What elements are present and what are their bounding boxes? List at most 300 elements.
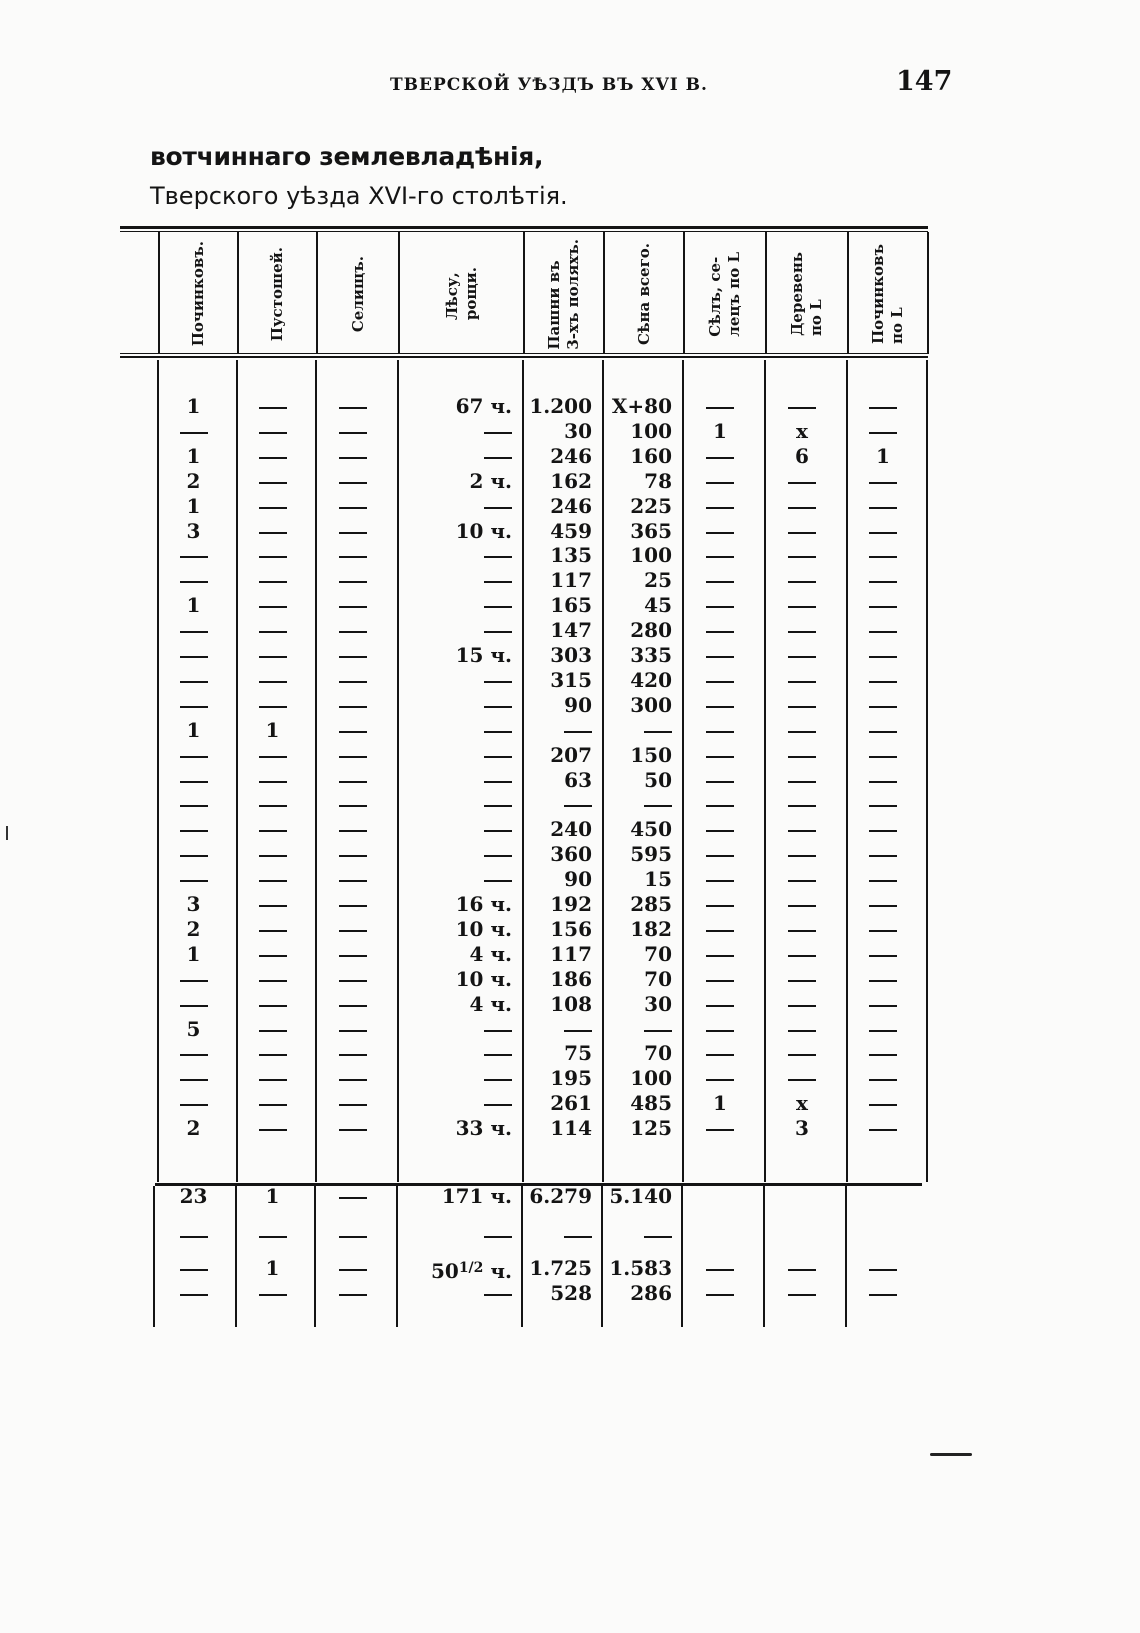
table-cell: [240, 1066, 305, 1091]
table-cell: [401, 718, 512, 743]
table-cell: 117: [550, 942, 592, 966]
table-cell: [401, 543, 512, 568]
column-rule: [764, 360, 766, 1182]
table-cell: 450: [630, 817, 672, 841]
dash-mark: [706, 482, 734, 484]
table-cell: [850, 1223, 916, 1248]
dash-mark: [869, 805, 897, 807]
header-bottom-rule: [120, 356, 928, 358]
table-cell: [768, 1066, 836, 1091]
table-cell: [686, 917, 754, 942]
table-cell: [526, 1017, 592, 1042]
table-cell: [686, 543, 754, 568]
column-rule: [314, 1186, 316, 1327]
dash-mark: [644, 1030, 672, 1032]
dash-mark: [180, 980, 208, 982]
dash-mark: [180, 1104, 208, 1106]
table-cell: [319, 1066, 387, 1091]
dash-mark: [564, 1236, 592, 1238]
page-subtitle: Тверского уѣзда XVI-го столѣтія.: [150, 182, 568, 210]
table-cell: [850, 693, 916, 718]
dash-mark: [259, 532, 287, 534]
table-cell: [401, 1223, 512, 1248]
column-rule: [153, 1186, 155, 1327]
dash-mark: [788, 1054, 816, 1056]
table-cell: 1: [265, 1256, 280, 1280]
table-cell: [686, 643, 754, 668]
table-cell: [686, 1184, 754, 1209]
dash-mark: [484, 1294, 512, 1296]
table-cell: 3: [186, 519, 201, 543]
dash-mark: [259, 606, 287, 608]
dash-mark: [869, 1294, 897, 1296]
table-cell: [319, 743, 387, 768]
table-cell: 2 ч.: [469, 469, 512, 493]
dash-mark: [788, 656, 816, 658]
table-cell: [526, 718, 592, 743]
dash-mark: [259, 556, 287, 558]
table-cell: X+80: [611, 394, 672, 418]
table-cell: [240, 668, 305, 693]
dash-mark: [484, 1104, 512, 1106]
table-cell: [686, 1256, 754, 1281]
dash-mark: [339, 606, 367, 608]
table-cell: 2: [186, 917, 201, 941]
dash-mark: [339, 855, 367, 857]
dash-mark: [788, 1294, 816, 1296]
table-cell: [686, 568, 754, 593]
table-cell: 2: [186, 1116, 201, 1140]
table-cell: [319, 693, 387, 718]
table-cell: 1.725: [529, 1256, 592, 1280]
table-cell: 108: [550, 992, 592, 1016]
table-cell: 63: [564, 768, 592, 792]
dash-mark: [180, 781, 208, 783]
table-cell: 150: [630, 743, 672, 767]
dash-mark: [180, 880, 208, 882]
table-cell: [319, 593, 387, 618]
dash-mark: [706, 407, 734, 409]
table-cell: [319, 668, 387, 693]
table-cell: [850, 1256, 916, 1281]
table-cell: 4 ч.: [469, 992, 512, 1016]
dash-mark: [259, 880, 287, 882]
table-cell: [240, 817, 305, 842]
dash-mark: [180, 1079, 208, 1081]
column-rule: [681, 1186, 683, 1327]
table-cell: [850, 1017, 916, 1042]
dash-mark: [259, 1030, 287, 1032]
table-cell: [686, 892, 754, 917]
dash-mark: [339, 1129, 367, 1131]
table-cell: [161, 817, 226, 842]
table-cell: 192: [550, 892, 592, 916]
table-cell: [686, 1066, 754, 1091]
table-cell: [850, 618, 916, 643]
table-cell: [161, 1256, 226, 1281]
table-cell: 165: [550, 593, 592, 617]
dash-mark: [180, 830, 208, 832]
table-cell: 5.140: [609, 1184, 672, 1208]
column-rule: [397, 360, 399, 1182]
table-cell: 45: [644, 593, 672, 617]
table-cell: [401, 792, 512, 817]
table-cell: [850, 892, 916, 917]
table-cell: 1: [186, 718, 201, 742]
table-cell: 5: [186, 1017, 201, 1041]
dash-mark: [259, 407, 287, 409]
table-cell: 207: [550, 743, 592, 767]
column-rule: [601, 1186, 603, 1327]
table-cell: 4 ч.: [469, 942, 512, 966]
dash-mark: [869, 1104, 897, 1106]
table-top-rule: [120, 226, 928, 229]
table-cell: 365: [630, 519, 672, 543]
dash-mark: [484, 855, 512, 857]
table-cell: [240, 842, 305, 867]
table-cell: [768, 494, 836, 519]
dash-mark: [339, 556, 367, 558]
dash-mark: [706, 581, 734, 583]
dash-mark: [484, 681, 512, 683]
dash-mark: [339, 781, 367, 783]
dash-mark: [706, 805, 734, 807]
running-head: ТВЕРСКОЙ УѢЗДЪ ВЪ XVI В.: [390, 75, 708, 95]
table-cell: [240, 867, 305, 892]
table-cell: 15: [644, 867, 672, 891]
table-cell: [850, 992, 916, 1017]
table-cell: 1: [186, 593, 201, 617]
table-cell: [240, 419, 305, 444]
dash-mark: [788, 955, 816, 957]
dash-mark: [259, 855, 287, 857]
table-cell: [686, 768, 754, 793]
dash-mark: [259, 482, 287, 484]
table-cell: [401, 1256, 512, 1281]
table-cell: 70: [644, 967, 672, 991]
dash-mark: [259, 432, 287, 434]
table-cell: [850, 867, 916, 892]
dash-mark: [180, 581, 208, 583]
dash-mark: [706, 1294, 734, 1296]
table-cell: [768, 992, 836, 1017]
table-cell: [686, 942, 754, 967]
column-header: [525, 234, 603, 354]
dash-mark: [564, 731, 592, 733]
table-cell: [768, 469, 836, 494]
column-header: [767, 234, 847, 354]
page-number: 147: [896, 66, 953, 97]
table-cell: 67 ч.: [455, 394, 512, 418]
table-cell: 1: [186, 942, 201, 966]
dash-mark: [339, 980, 367, 982]
dash-mark: [869, 681, 897, 683]
dash-mark: [869, 955, 897, 957]
table-cell: [401, 817, 512, 842]
table-cell: [686, 618, 754, 643]
table-cell: 285: [630, 892, 672, 916]
dash-mark: [339, 930, 367, 932]
dash-mark: [339, 1104, 367, 1106]
dash-mark: [869, 606, 897, 608]
table-cell: 300: [630, 693, 672, 717]
table-cell: 303: [550, 643, 592, 667]
table-cell: [850, 1281, 916, 1306]
dash-mark: [788, 532, 816, 534]
dash-mark: [339, 532, 367, 534]
table-cell: [240, 942, 305, 967]
table-cell: [319, 867, 387, 892]
table-cell: [319, 419, 387, 444]
column-header-label: Пашни въ 3-хъ поляхъ.: [545, 238, 582, 350]
table-cell: [686, 1223, 754, 1248]
table-cell: [768, 967, 836, 992]
table-cell: [401, 668, 512, 693]
table-cell: [240, 1041, 305, 1066]
dash-mark: [180, 1236, 208, 1238]
table-cell: [686, 992, 754, 1017]
table-cell: [401, 419, 512, 444]
table-cell: 246: [550, 494, 592, 518]
column-header-label: Сѣлъ, се- лецъ по L: [706, 251, 743, 337]
dash-mark: [869, 656, 897, 658]
table-cell: 195: [550, 1066, 592, 1090]
table-cell: [401, 768, 512, 793]
table-cell: [240, 593, 305, 618]
dash-mark: [869, 731, 897, 733]
dash-mark: [564, 805, 592, 807]
dash-mark: [706, 606, 734, 608]
column-header: [160, 234, 237, 354]
table-cell: 100: [630, 543, 672, 567]
column-header-label: Лѣсу, рощи.: [442, 267, 480, 321]
table-cell: 78: [644, 469, 672, 493]
table-cell: 3: [186, 892, 201, 916]
table-cell: [401, 494, 512, 519]
table-cell: [240, 1223, 305, 1248]
dash-mark: [869, 581, 897, 583]
table-cell: 125: [630, 1116, 672, 1140]
table-cell: [768, 892, 836, 917]
table-cell: [401, 1041, 512, 1066]
dash-mark: [484, 1054, 512, 1056]
table-cell: [319, 494, 387, 519]
table-cell: [240, 917, 305, 942]
table-cell: 1: [186, 394, 201, 418]
table-cell: [606, 1223, 672, 1248]
dash-mark: [339, 955, 367, 957]
dash-mark: [484, 432, 512, 434]
table-cell: 485: [630, 1091, 672, 1115]
dash-mark: [180, 1269, 208, 1271]
column-header-label: Деревень по L: [788, 251, 825, 337]
dash-mark: [484, 880, 512, 882]
table-cell: 23: [179, 1184, 208, 1208]
table-cell: 1: [186, 444, 201, 468]
dash-mark: [788, 781, 816, 783]
table-cell: 1: [186, 494, 201, 518]
table-cell: [240, 693, 305, 718]
table-cell: [161, 1223, 226, 1248]
table-cell: [319, 568, 387, 593]
table-cell: [768, 1184, 836, 1209]
table-cell: 10 ч.: [455, 967, 512, 991]
column-rule: [396, 1186, 398, 1327]
dash-mark: [706, 681, 734, 683]
dash-mark: [788, 805, 816, 807]
dash-mark: [869, 781, 897, 783]
column-rule: [763, 1186, 765, 1327]
dash-mark: [706, 781, 734, 783]
table-cell: 30: [644, 992, 672, 1016]
table-cell: [686, 668, 754, 693]
table-cell: [768, 867, 836, 892]
table-cell: 1.583: [609, 1256, 672, 1280]
table-cell: [319, 718, 387, 743]
table-cell: [686, 1281, 754, 1306]
table-cell: [319, 967, 387, 992]
dash-mark: [706, 507, 734, 509]
column-header: [685, 234, 765, 354]
table-cell: [850, 1041, 916, 1066]
dash-mark: [706, 1054, 734, 1056]
dash-mark: [788, 756, 816, 758]
column-header-label: Сѣна всего.: [634, 243, 653, 345]
table-cell: 30: [564, 419, 592, 443]
dash-mark: [788, 407, 816, 409]
dash-mark: [484, 581, 512, 583]
table-cell: 2: [186, 469, 201, 493]
dash-mark: [788, 581, 816, 583]
table-cell: [240, 892, 305, 917]
dash-mark: [339, 1197, 367, 1199]
table-cell: [240, 494, 305, 519]
table-cell: [161, 693, 226, 718]
dash-mark: [484, 1236, 512, 1238]
dash-mark: [339, 407, 367, 409]
table-cell: [768, 394, 836, 419]
table-cell: [401, 593, 512, 618]
table-cell: [401, 444, 512, 469]
table-cell: [686, 718, 754, 743]
dash-mark: [259, 980, 287, 982]
dash-mark: [869, 930, 897, 932]
dash-mark: [869, 407, 897, 409]
dash-mark: [484, 1030, 512, 1032]
table-cell: [161, 792, 226, 817]
table-cell: [319, 992, 387, 1017]
dash-mark: [339, 805, 367, 807]
table-cell: [850, 1184, 916, 1209]
dash-mark: [180, 631, 208, 633]
dash-mark: [788, 930, 816, 932]
table-cell: [319, 1281, 387, 1306]
dash-mark: [180, 556, 208, 558]
table-cell: 335: [630, 643, 672, 667]
table-cell: [686, 1041, 754, 1066]
dash-mark: [339, 507, 367, 509]
dash-mark: [869, 855, 897, 857]
table-cell: [319, 792, 387, 817]
table-cell: [850, 668, 916, 693]
table-cell: 10 ч.: [455, 917, 512, 941]
table-cell: [686, 1017, 754, 1042]
dash-mark: [259, 1104, 287, 1106]
dash-mark: [259, 656, 287, 658]
table-cell: 6.279: [529, 1184, 592, 1208]
table-cell: [161, 618, 226, 643]
dash-mark: [644, 731, 672, 733]
table-cell: [319, 942, 387, 967]
dash-mark: [788, 556, 816, 558]
column-header-label: Селищъ.: [348, 255, 367, 333]
table-cell: [240, 394, 305, 419]
column-header: [605, 234, 683, 354]
table-cell: [850, 494, 916, 519]
fraction-part: 1/2: [458, 1260, 484, 1276]
dash-mark: [706, 631, 734, 633]
table-cell: [401, 568, 512, 593]
dash-mark: [259, 457, 287, 459]
table-cell: [319, 817, 387, 842]
table-cell: [850, 543, 916, 568]
table-cell: [686, 693, 754, 718]
table-cell: x: [796, 1091, 808, 1115]
dash-mark: [869, 905, 897, 907]
dash-mark: [259, 781, 287, 783]
dash-mark: [259, 930, 287, 932]
table-cell: 315: [550, 668, 592, 692]
dash-mark: [706, 1079, 734, 1081]
table-cell: [161, 1281, 226, 1306]
column-header-label: Починковъ.: [189, 241, 207, 347]
dash-mark: [259, 805, 287, 807]
column-rule: [521, 1186, 523, 1327]
table-cell: [240, 469, 305, 494]
table-cell: [686, 519, 754, 544]
dash-mark: [259, 581, 287, 583]
dash-mark: [788, 1079, 816, 1081]
table-cell: [319, 519, 387, 544]
table-cell: [768, 743, 836, 768]
dash-mark: [180, 1054, 208, 1056]
table-cell: [686, 494, 754, 519]
table-cell: [319, 643, 387, 668]
table-cell: [850, 568, 916, 593]
dash-mark: [339, 482, 367, 484]
dash-mark: [869, 1129, 897, 1131]
table-cell: [240, 992, 305, 1017]
dash-mark: [180, 1294, 208, 1296]
dash-mark: [339, 1236, 367, 1238]
table-cell: [850, 519, 916, 544]
dash-mark: [339, 905, 367, 907]
table-cell: [850, 817, 916, 842]
table-cell: [686, 842, 754, 867]
dash-mark: [339, 457, 367, 459]
table-cell: [240, 1091, 305, 1116]
dash-mark: [788, 731, 816, 733]
dash-mark: [259, 681, 287, 683]
column-header: [239, 234, 316, 354]
dash-mark: [180, 756, 208, 758]
table-cell: 1: [713, 1091, 727, 1115]
dash-mark: [484, 706, 512, 708]
table-cell: 135: [550, 543, 592, 567]
table-cell: [319, 1256, 387, 1281]
dash-mark: [484, 731, 512, 733]
table-cell: [686, 469, 754, 494]
